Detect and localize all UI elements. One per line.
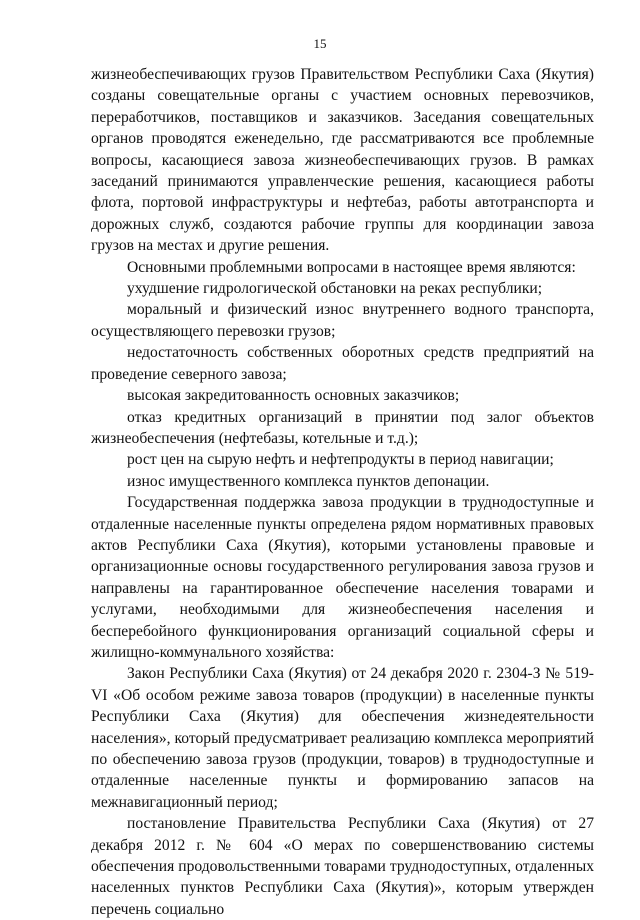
paragraph: постановление Правительства Республики Саха (Якутия) от 27 декабря 2012 г. № 604 «О мерах по совершенствованию системы обеспечения продовольственными товарами труднодоступных, отдаленных населенных пунктов Республики Саха (Якутия)», которым утвержден перечень социально (91, 815, 594, 918)
list-item: износ имущественного комплекса пунктов депонации. (127, 472, 490, 490)
list-item: ухудшение гидрологической обстановки на реках республики; (127, 280, 543, 298)
paragraph: жизнеобеспечивающих грузов Правительством Республики Саха (Якутия) созданы совещательные органы с участием основных перевозчиков, переработчиков, поставщиков и заказчиков. Заседания совещательных органов проводятся еженедельно, где рассматриваются все проблемные вопросы, касающиеся завоза жизнеобеспечивающих грузов. В рамках заседаний принимаются управленческие решения, касающиеся работы флота, портовой инфраструктуры и нефтебаз, работы автотранспорта и дорожных служб, создаются рабочие группы для координации завоза грузов на местах и другие решения. (91, 66, 594, 255)
paragraph: Основными проблемными вопросами в настоящее время являются: (127, 258, 576, 276)
document-body (91, 64, 594, 920)
list-item: моральный и физический износ внутреннего водного транспорта, осуществляющего перевозки грузов; (91, 301, 594, 340)
list-item: отказ кредитных организаций в принятии под залог объектов жизнеобеспечения (нефтебазы, котельные и т.д.); (91, 408, 594, 447)
list-item: недостаточность собственных оборотных средств предприятий на проведение северного завоза; (91, 344, 594, 383)
paragraph: Государственная поддержка завоза продукции в труднодоступные и отдаленные населенные пункты определена рядом нормативных правовых актов Республики Саха (Якутия), которыми установлены правовые и организационные основы государственного регулирования завоза грузов и направлены на гарантированное обеспечение населения товарами и услугами, необходимыми для жизнеобеспечения населения и бесперебойного функционирования организаций социальной сферы и жилищно-коммунального хозяйства: (91, 494, 594, 661)
list-item: высокая закредитованность основных заказчиков; (127, 387, 460, 405)
paragraph: Закон Республики Саха (Якутия) от 24 декабря 2020 г. 2304-З № 519-VI «Об особом режиме завоза товаров (продукции) в населенные пункты Республики Саха (Якутия) для обеспечения жизнедеятельности населения», который предусматривает реализацию комплекса мероприятий по обеспечению завоза грузов (продукции, товаров) в труднодоступные и отдаленные населенные пункты и формированию запасов на межнавигационный период; (91, 665, 594, 811)
list-item: рост цен на сырую нефть и нефтепродукты в период навигации; (127, 451, 554, 469)
page-number: 15 (313, 36, 327, 51)
